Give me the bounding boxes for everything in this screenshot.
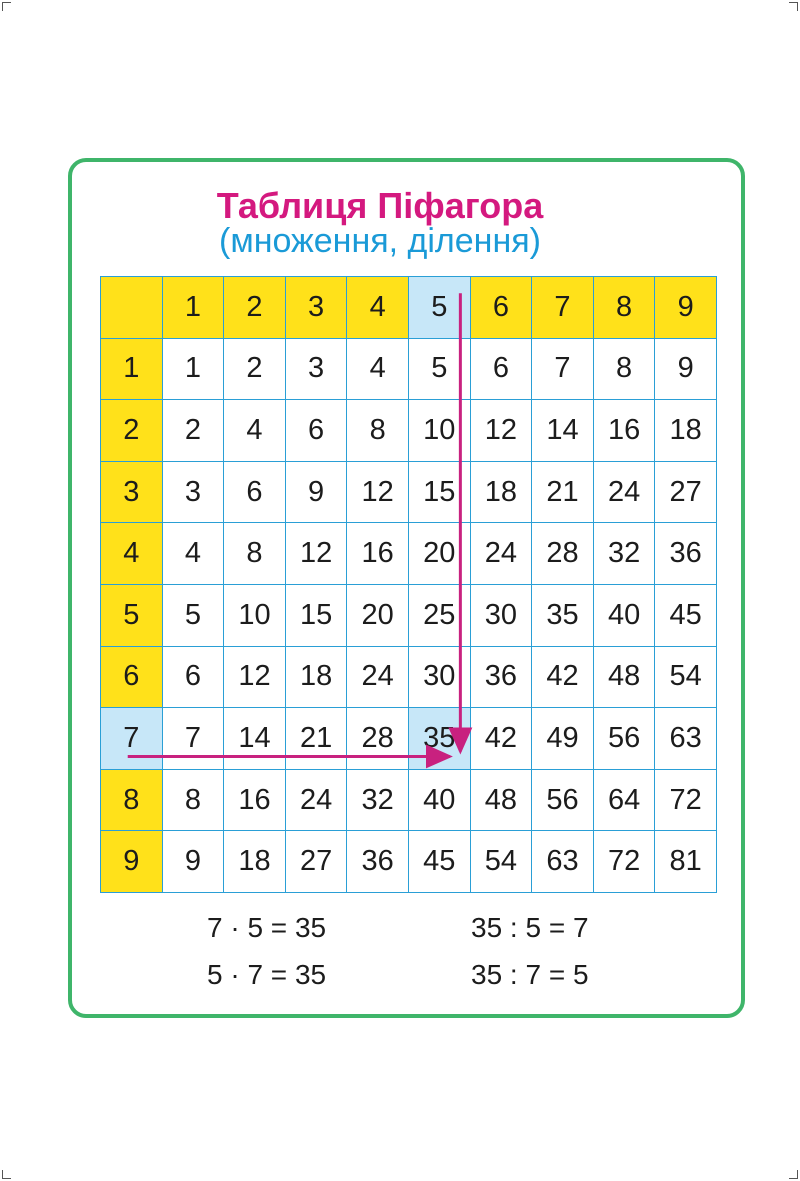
table-cell: 36 (654, 522, 717, 585)
table-cell: 20 (408, 522, 471, 585)
table-cell: 5 (408, 338, 471, 401)
header-cell: 1 (162, 276, 225, 339)
table-cell: 6 (162, 646, 225, 709)
arrows-overlay (100, 276, 716, 892)
table-cell: 12 (223, 646, 286, 709)
table-cell: 36 (346, 830, 409, 893)
table-cell: 6 (470, 338, 533, 401)
header-cell: 2 (223, 276, 286, 339)
table-cell: 8 (162, 769, 225, 832)
table-cell: 32 (346, 769, 409, 832)
table-cell: 30 (470, 584, 533, 647)
table-cell: 48 (593, 646, 656, 709)
table-cell: 18 (654, 399, 717, 462)
table-cell: 12 (346, 461, 409, 524)
table-cell: 49 (531, 707, 594, 770)
header-cell: 3 (285, 276, 348, 339)
table-cell: 54 (470, 830, 533, 893)
table-cell: 30 (408, 646, 471, 709)
table-cell: 18 (285, 646, 348, 709)
table-cell: 12 (285, 522, 348, 585)
table-cell: 28 (531, 522, 594, 585)
page-title: Таблиця Піфагора (216, 185, 544, 226)
table-cell: 36 (470, 646, 533, 709)
equation-multiply-2: 5 · 7 = 35 (207, 959, 327, 990)
table-cell: 42 (470, 707, 533, 770)
crop-mark-top-left (2, 2, 11, 11)
table-cell: 8 (223, 522, 286, 585)
table-cell: 6 (285, 399, 348, 462)
table-cell: 2 (162, 399, 225, 462)
table-cell: 18 (223, 830, 286, 893)
header-cell: 5 (408, 276, 471, 339)
table-cell: 7 (531, 338, 594, 401)
table-cell: 25 (408, 584, 471, 647)
table-cell: 24 (346, 646, 409, 709)
header-cell: 4 (346, 276, 409, 339)
table-cell: 16 (593, 399, 656, 462)
row-header-cell: 1 (100, 338, 163, 401)
table-cell: 45 (408, 830, 471, 893)
crop-mark-top-right (789, 2, 798, 11)
equation-divide-1: 35 : 5 = 7 (471, 912, 589, 943)
table-cell: 21 (285, 707, 348, 770)
multiplication-table (100, 276, 716, 892)
header-cell: 6 (470, 276, 533, 339)
row-header-cell: 8 (100, 769, 163, 832)
table-cell: 24 (593, 461, 656, 524)
table-cell: 54 (654, 646, 717, 709)
table-cell: 40 (408, 769, 471, 832)
table-cell: 40 (593, 584, 656, 647)
table-cell: 21 (531, 461, 594, 524)
table-cell: 9 (654, 338, 717, 401)
table-cell: 64 (593, 769, 656, 832)
table-cell: 14 (223, 707, 286, 770)
table-cell: 72 (593, 830, 656, 893)
page-subtitle: (множення, ділення) (219, 222, 541, 260)
equation-multiply-1: 7 · 5 = 35 (207, 912, 327, 943)
table-cell: 12 (470, 399, 533, 462)
table-cell: 18 (470, 461, 533, 524)
table-cell: 3 (285, 338, 348, 401)
table-cell: 16 (346, 522, 409, 585)
table-cell: 9 (162, 830, 225, 893)
table-cell: 8 (593, 338, 656, 401)
table-cell: 35 (531, 584, 594, 647)
table-cell: 10 (223, 584, 286, 647)
table-cell: 28 (346, 707, 409, 770)
table-cell: 56 (531, 769, 594, 832)
table-cell: 8 (346, 399, 409, 462)
table-cell: 32 (593, 522, 656, 585)
table-cell: 4 (162, 522, 225, 585)
table-cell: 16 (223, 769, 286, 832)
row-header-cell: 3 (100, 461, 163, 524)
row-header-cell: 9 (100, 830, 163, 893)
table-cell: 72 (654, 769, 717, 832)
table-cell: 10 (408, 399, 471, 462)
table-cell: 27 (285, 830, 348, 893)
table-cell: 7 (162, 707, 225, 770)
table-cell: 63 (531, 830, 594, 893)
table-cell: 24 (285, 769, 348, 832)
table-cell: 6 (223, 461, 286, 524)
row-header-cell: 2 (100, 399, 163, 462)
table-cell: 48 (470, 769, 533, 832)
row-header-cell: 4 (100, 522, 163, 585)
header-cell: 9 (654, 276, 717, 339)
table-cell: 3 (162, 461, 225, 524)
table-cell: 35 (408, 707, 471, 770)
equation-divide-2: 35 : 7 = 5 (471, 959, 589, 990)
row-header-cell: 5 (100, 584, 163, 647)
table-cell: 20 (346, 584, 409, 647)
crop-mark-bottom-right (789, 1170, 798, 1179)
table-cell: 81 (654, 830, 717, 893)
table-cell: 5 (162, 584, 225, 647)
crop-mark-bottom-left (2, 1170, 11, 1179)
row-header-cell: 6 (100, 646, 163, 709)
table-cell: 63 (654, 707, 717, 770)
table-cell: 27 (654, 461, 717, 524)
table-cell: 1 (162, 338, 225, 401)
table-cell: 4 (223, 399, 286, 462)
row-header-cell: 7 (100, 707, 163, 770)
table-cell: 4 (346, 338, 409, 401)
table-cell: 14 (531, 399, 594, 462)
header-cell: 8 (593, 276, 656, 339)
table-cell: 9 (285, 461, 348, 524)
header-cell: 7 (531, 276, 594, 339)
table-cell: 24 (470, 522, 533, 585)
table-cell: 2 (223, 338, 286, 401)
table-cell: 42 (531, 646, 594, 709)
table-cell: 15 (285, 584, 348, 647)
table-cell: 15 (408, 461, 471, 524)
table-cell: 56 (593, 707, 656, 770)
table-cell: 45 (654, 584, 717, 647)
